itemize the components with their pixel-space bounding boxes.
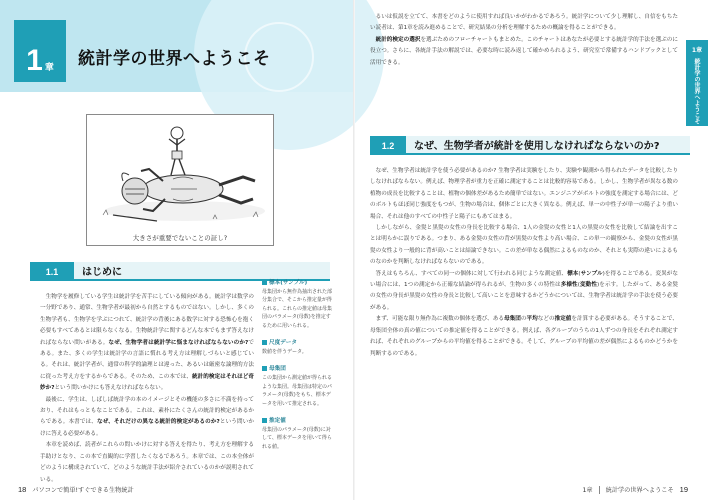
note-text: この集団から測定値が得られるような集団。母集団は特定のパラメータ(母数)をもち、標本データを用いて推定される。: [262, 375, 333, 407]
square-bullet-icon: [262, 418, 267, 423]
right-footer: [582, 485, 694, 494]
footer-divider: [599, 486, 600, 494]
section-number: 1.1: [30, 262, 74, 281]
paragraph: しかしながら、金髪と黒髪の女性の身長を比較する場合、1人の金髪の女性と1人の黒髪の女性を比較して結論を出すことは明らかに誤りである。つまり、ある金髪の女性の背が黒髪の女性より高い場合、この単一の観察から、金髪の女性が黒髪の女性より一般的に背が高いことは結論できない。この差が単なる偶然によるものなのか、それとも実際の違いによるものなのかを判断しなければならないのである。: [370, 225, 678, 266]
note-title: 推定値: [269, 418, 286, 425]
left-body-text: [40, 292, 254, 483]
margin-note: [262, 364, 334, 408]
page-number: 19: [679, 485, 688, 494]
chapter-side-tab: [686, 40, 708, 126]
footer-chapter: 1章: [582, 487, 593, 494]
chapter-suffix: 章: [44, 63, 54, 73]
margin-note: [262, 278, 334, 330]
side-tab-title: 統計学の世界へようこそ: [693, 58, 700, 124]
note-text: 母集団のパラメータ(母数)に対して、標本データを用いて得られる値。: [262, 427, 332, 450]
square-bullet-icon: [262, 280, 267, 285]
right-main-text: [370, 166, 678, 476]
chapter-number: 1: [26, 44, 43, 77]
note-text: 母集団から無作為抽出された部分集合で、そこから推定量が得られる。これらの推定値は母集団のパラメータ(母数)を推定するために用いられる。: [262, 289, 333, 329]
paragraph: 最後に、学生は、しばしば統計学の本のイメージとその機能の多さに不満を持っており、それはもっともなことである。これは、素朴にたくさんの統計的検定があるからである。本書では、なぜ、それだけの異なる統計的検定があるのか?という問いかけに答える必要がある。: [40, 396, 254, 437]
square-bullet-icon: [262, 366, 267, 371]
note-text: 数値を伴うデータ。: [262, 349, 307, 356]
chapter-badge: [14, 20, 66, 82]
paragraph: まず、可能な限り無作為に複数の個体を選び、ある母集団の平均などの推定値を計算する必要がある。そうすることで、母集団全体の真の値についての推定値を得ることができる。例えば、各グループのうちの1人ずつの身長をそれぞれ測定すれば、それぞれのグループからの平均値を得ることができる。そして、グループの平均値の差が偶然によるものかどうかを判断するのである。: [370, 316, 678, 357]
chapter-title: 統計学の世界へようこそ: [78, 49, 271, 69]
page-number: 18: [18, 485, 27, 494]
footer-chapter-title: 統計学の世界へようこそ: [605, 487, 674, 494]
paragraph: るいは仮説を立てて、本書をどのように使用すれば良いかがわかるであろう。統計学について少し理解し、自信をもちたい読者は、第1章を読み進めることで、研究結果の分析を理解するための概論を得ることができる。: [370, 14, 678, 32]
paragraph: なぜ、生物学者は統計学を使う必要があるのか? 生物学者は実験をしたり、実験や観測から得られたデータを比較したりしなければならない。例えば、物理学者が重力を正確に測定することは比較的容易である。しかし、生物学者が異なる数の植物の成長を比較することは、植物の個体差があるため簡単ではない。エンジニアがボルトの強度を測定する場合には、どのボルトもほぼ同じ強度をもつが、生物の場合は、個体ごとに大きく異なる。例えば、単一の中性子が単一の陽子より重い場合、それは他のすべての中性子と陽子にもあてはまる。: [370, 168, 678, 220]
square-bullet-icon: [262, 340, 267, 345]
side-tab-number: 1章: [691, 47, 703, 54]
margin-notes: [262, 278, 334, 459]
left-footer: [12, 485, 134, 494]
note-title: 母集団: [269, 366, 286, 373]
margin-note: [262, 338, 334, 356]
paragraph: 本章を読めば、読者がこれらの問いかけに対する答えを得たり、考え方を理解する手助けとなり、この本で直観的に学習したくなるであろう。本章では、この本全体がどのように構成されていて、どのような統計手法が紹介されているのかが説明されている。: [40, 442, 254, 483]
figure-illustration: [86, 114, 274, 246]
note-title: 標本(サンプル): [269, 280, 308, 286]
paragraph: 答えはもちろん、すべての同一の個体に対して行われる同じような測定値、標本(サンプル)を得ることである。変異がない場合には、1つの測定から正確な結論が得られるが、生物の多くの特性は多様性(変動性)を示す。したがって、ある金髪の女性の身長が黒髪の女性の身長と比較して高いことを意味するかどうかについては、生物学者は統計学の手法を使う必要がある。: [370, 270, 679, 311]
paragraph: 統計的検定の選択を選ぶためのフローチャートもまとめた。このチャートはあなたが必要とする統計学的手法を選ぶのに役立つ。さらに、各統計手法の解説では、必要な時に読み返して確かめられるよう、研究室で常備するハンドブックとして活用できる。: [370, 36, 678, 66]
right-top-text: [370, 12, 678, 124]
section-title: はじめに: [74, 262, 330, 281]
right-page: [354, 0, 708, 500]
paragraph: 生物学を履修している学生は統計学を苦手にしている傾向がある。統計学は数学の一分野であり、通常、生物学者が最初から自然とするものではない。しかし、多くの生物学者も、生物学を学ぶにつれて、統計学の背後にある数学に対する恐怖心を抱く必要もすべてあるとは限らなくなる。生物統計学に関するどんな本でもまず答えなければならない問いがある。なぜ、生物学者は統計学に悩まなければならないのか?である。また、多くの学生は統計学の言語に慣れる考え方は理解しづらいと感じている。それは、統計学者が、通常の科学的論理とは違った、あるいは厳密な論理的方法に従った考え方をするからである。そのため、この本では、統計的検定はそれほど奇妙か?という問いかけにも答えなければならない。: [40, 294, 254, 392]
section-title: なぜ、生物学者が統計を使用しなければならないのか?: [406, 136, 690, 155]
book-title: パソコンで簡単!すぐできる生物統計: [32, 487, 134, 494]
section-number: 1.2: [370, 136, 406, 155]
section-1-2-heading: [370, 136, 690, 155]
margin-note: [262, 416, 334, 451]
knight-and-boy-illustration: [93, 119, 269, 231]
figure-caption: 大きさが重要でないことの証し?: [132, 234, 228, 242]
chapter-header-band: [0, 0, 354, 92]
note-title: 尺度データ: [269, 340, 297, 347]
